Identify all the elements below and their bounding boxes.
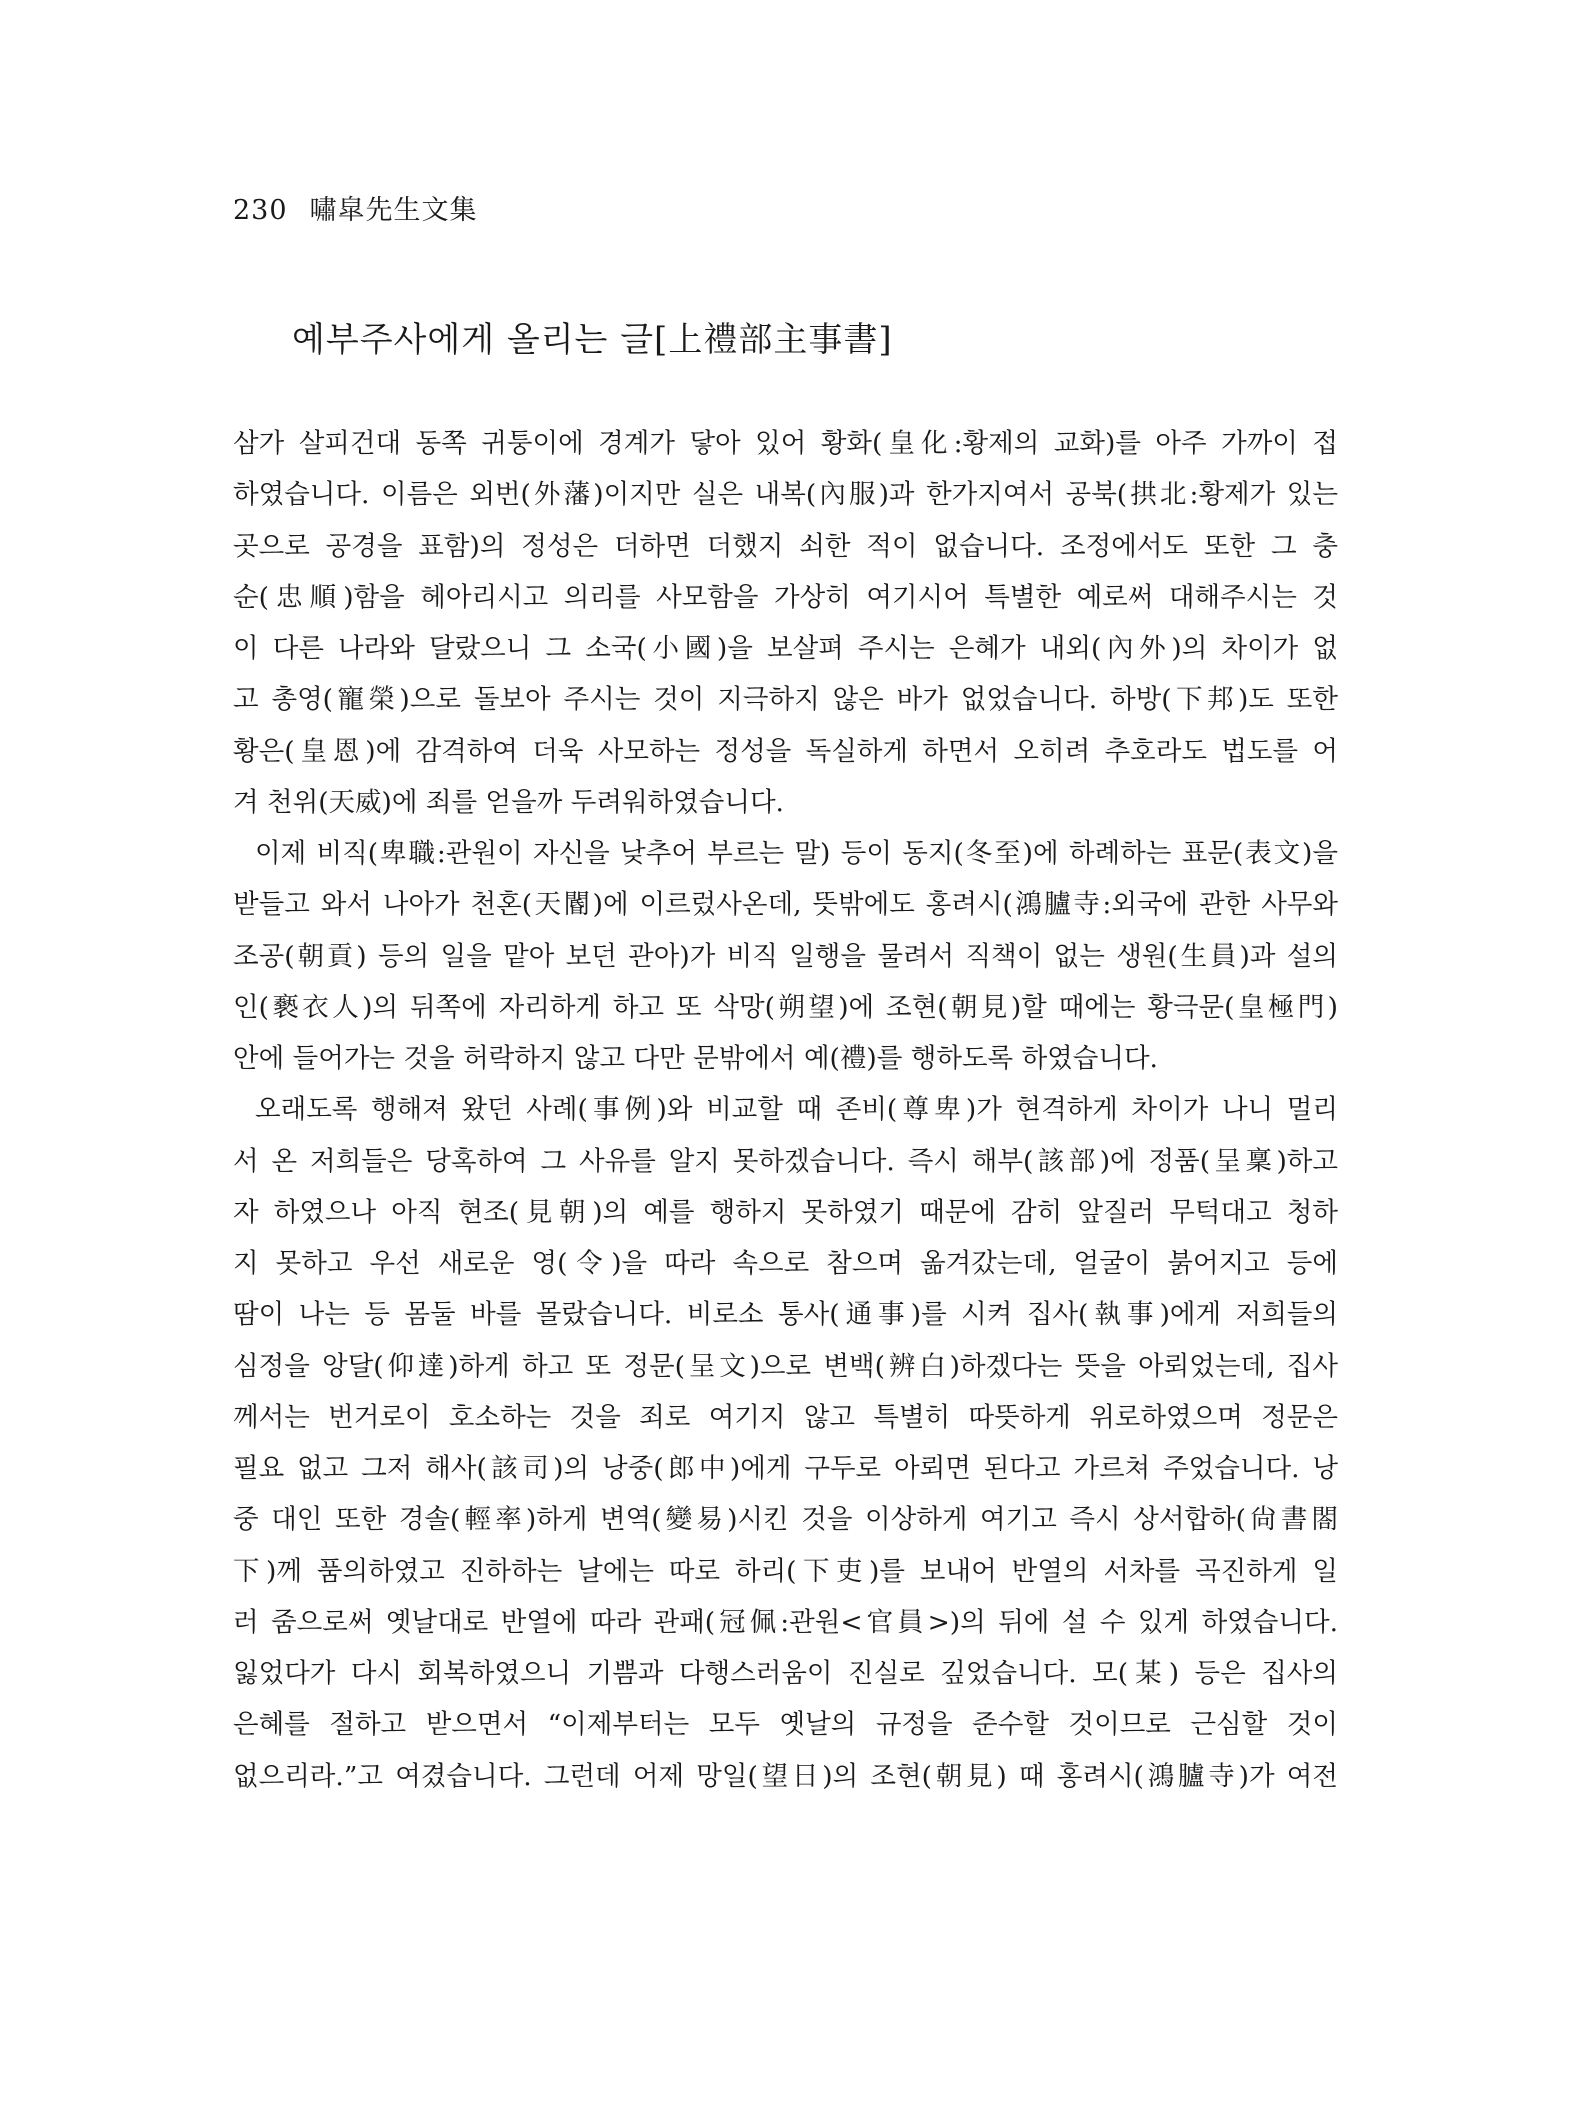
text-line: 고 총영(寵榮)으로 돌보아 주시는 것이 지극하지 않은 바가 없었습니다. 하방(下邦)도 또한 (233, 684, 1338, 716)
text-line: 필요 없고 그저 해사(該司)의 낭중(郎中)에게 구두로 아뢰면 된다고 가르쳐 주었습니다. 낭 (233, 1453, 1338, 1484)
page-number: 230 (233, 195, 288, 226)
text-line: 잃었다가 다시 회복하였으니 기쁨과 다행스러움이 진실로 깊었습니다. 모(某) 등은 집사의 (233, 1658, 1338, 1689)
body-text (233, 418, 1338, 1802)
text-line: 오래도록 행해져 왔던 사례(事例)와 비교할 때 존비(尊卑)가 현격하게 차이가 나니 멀리 (255, 1094, 1338, 1126)
text-line: 조공(朝貢) 등의 일을 맡아 보던 관아)가 비직 일행을 물려서 직책이 없는 생원(生員)과 설의 (233, 940, 1338, 972)
text-line: 지 못하고 우선 새로운 영(令)을 따라 속으로 참으며 옮겨갔는데, 얼굴이 붉어지고 등에 (233, 1248, 1338, 1279)
text-line: 안에 들어가는 것을 허락하지 않고 다만 문밖에서 예(禮)를 행하도록 하였습니다. (233, 1043, 1158, 1074)
text-line: 삼가 살피건대 동쪽 귀퉁이에 경계가 닿아 있어 황화(皇化:황제의 교화)를 아주 가까이 접 (233, 428, 1338, 459)
running-head (233, 188, 478, 227)
text-line: 자 하였으나 아직 현조(見朝)의 예를 행하지 못하였기 때문에 감히 앞질러 무턱대고 청하 (233, 1196, 1338, 1228)
text-line: 겨 천위(天威)에 죄를 얻을까 두려워하였습니다. (233, 786, 784, 818)
text-line: 심정을 앙달(仰達)하게 하고 또 정문(呈文)으로 변백(辨白)하겠다는 뜻을 아뢰었는데, 집사 (233, 1350, 1338, 1382)
text-line: 이제 비직(卑職:관원이 자신을 낮추어 부르는 말) 등이 동지(冬至)에 하례하는 표문(表文)을 (255, 838, 1338, 869)
paragraph-2 (233, 828, 1338, 1084)
book-title: 嘯皐先生文集 (309, 195, 478, 226)
text-line: 없으리라.”고 여겼습니다. 그런데 어제 망일(望日)의 조현(朝見) 때 홍려시(鴻臚寺)가 여전 (233, 1760, 1338, 1792)
document-title: 예부주사에게 올리는 글[上禮部主事書] (292, 320, 893, 360)
text-line: 곳으로 공경을 표함)의 정성은 더하면 더했지 쇠한 적이 없습니다. 조정에서도 또한 그 충 (233, 530, 1338, 562)
text-line: 황은(皇恩)에 감격하여 더욱 사모하는 정성을 독실하게 하면서 오히려 추호라도 법도를 어 (233, 735, 1338, 767)
text-line: 인(褻衣人)의 뒤쪽에 자리하게 하고 또 삭망(朔望)에 조현(朝見)할 때에는 황극문(皇極門) (233, 991, 1338, 1023)
text-line: 땀이 나는 등 몸둘 바를 몰랐습니다. 비로소 통사(通事)를 시켜 집사(執事)에게 저희들의 (233, 1299, 1338, 1331)
paragraph-1 (233, 418, 1338, 828)
paragraph-3 (233, 1084, 1338, 1802)
text-line: 순(忠順)함을 헤아리시고 의리를 사모함을 가상히 여기시어 특별한 예로써 대해주시는 것 (233, 581, 1338, 613)
text-line: 하였습니다. 이름은 외번(外藩)이지만 실은 내복(內服)과 한가지여서 공북(拱北:황제가 있는 (233, 479, 1338, 511)
text-line: 받들고 와서 나아가 천혼(天閽)에 이르렀사온데, 뜻밖에도 홍려시(鴻臚寺:외국에 관한 사무와 (233, 889, 1338, 921)
text-line: 러 줌으로써 옛날대로 반열에 따라 관패(冠佩:관원<官員>)의 뒤에 설 수 있게 하였습니다. (233, 1606, 1338, 1638)
text-line: 은혜를 절하고 받으면서 “이제부터는 모두 옛날의 규정을 준수할 것이므로 근심할 것이 (233, 1709, 1338, 1741)
text-line: 이 다른 나라와 달랐으니 그 소국(小國)을 보살펴 주시는 은혜가 내외(內外)의 차이가 없 (233, 633, 1338, 664)
text-line: 께서는 번거로이 호소하는 것을 죄로 여기지 않고 특별히 따뜻하게 위로하였으며 정문은 (233, 1401, 1338, 1433)
text-line: 下)께 품의하였고 진하하는 날에는 따로 하리(下吏)를 보내어 반열의 서차를 곡진하게 일 (233, 1555, 1338, 1587)
text-line: 서 온 저희들은 당혹하여 그 사유를 알지 못하겠습니다. 즉시 해부(該部)에 정품(呈稟)하고 (233, 1145, 1338, 1177)
text-line: 중 대인 또한 경솔(輕率)하게 변역(變易)시킨 것을 이상하게 여기고 즉시 상서합하(尙書閤 (233, 1504, 1338, 1536)
